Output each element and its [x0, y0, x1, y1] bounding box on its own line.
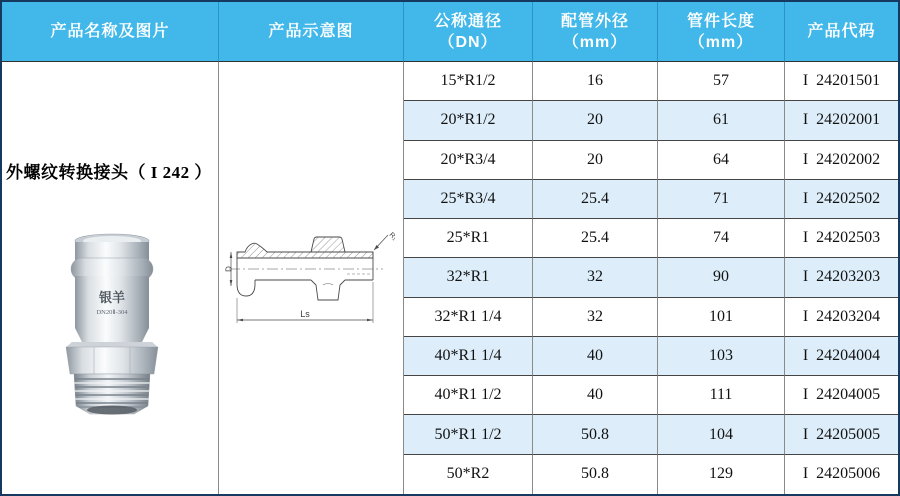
cell-dn: 50*R2	[404, 455, 533, 494]
cell-len: 71	[658, 180, 785, 219]
cell-len: 103	[658, 337, 785, 376]
cell-len: 90	[658, 258, 785, 297]
product-cell	[2, 62, 219, 494]
cell-od: 32	[533, 298, 658, 337]
cell-code: I 24203203	[785, 258, 898, 297]
product-photo	[60, 228, 165, 416]
cell-len: 111	[658, 376, 785, 415]
drawing-hex-section	[311, 237, 345, 252]
cell-od: 50.8	[533, 415, 658, 454]
header-label-line2: （mm）	[688, 33, 754, 51]
cell-dn: 40*R1 1/4	[404, 337, 533, 376]
cell-od: 20	[533, 101, 658, 140]
drawing-top-wall	[237, 243, 373, 258]
cell-dn: 40*R1 1/2	[404, 376, 533, 415]
cell-len: 129	[658, 455, 785, 494]
diagram-cell	[219, 62, 404, 494]
cell-dn: 32*R1	[404, 258, 533, 297]
cell-len: 64	[658, 141, 785, 180]
cell-len: 61	[658, 101, 785, 140]
cell-code: I 24202502	[785, 180, 898, 219]
cell-code: I 24201501	[785, 62, 898, 101]
cell-len: 74	[658, 219, 785, 258]
cell-od: 25.4	[533, 180, 658, 219]
header-label-line1: 管件长度	[686, 12, 755, 30]
header-label: 产品示意图	[268, 23, 354, 40]
cell-dn: 20*R1/2	[404, 101, 533, 140]
cell-len: 101	[658, 298, 785, 337]
cell-code: I 24205006	[785, 455, 898, 494]
header-label-line1: 配管外径	[560, 12, 629, 30]
cell-od: 40	[533, 337, 658, 376]
dim-d-label: D	[225, 266, 234, 272]
cell-len: 104	[658, 415, 785, 454]
cell-code: I 24203204	[785, 298, 898, 337]
cell-od: 32	[533, 258, 658, 297]
cell-code: I 24204004	[785, 337, 898, 376]
cell-od: 20	[533, 141, 658, 180]
cell-dn: 50*R1 1/2	[404, 415, 533, 454]
technical-drawing	[225, 224, 401, 332]
cell-od: 40	[533, 376, 658, 415]
cell-od: 16	[533, 62, 658, 101]
header-label: 产品名称及图片	[50, 23, 170, 40]
header-label-line1: 公称通径	[433, 12, 502, 30]
cell-code: I 24202503	[785, 219, 898, 258]
cell-len: 57	[658, 62, 785, 101]
cell-dn: 15*R1/2	[404, 62, 533, 101]
dim-r1-label: R₁	[387, 231, 398, 242]
header-diagram-col	[219, 2, 404, 62]
cell-code: I 24202002	[785, 141, 898, 180]
cell-dn: 32*R1 1/4	[404, 298, 533, 337]
product-name: 外螺纹转换接头（ I 242 ）	[6, 163, 212, 182]
header-od-col	[533, 2, 658, 62]
cell-dn: 25*R1	[404, 219, 533, 258]
cell-code: I 24205005	[785, 415, 898, 454]
photo-brand-text: 银羊	[98, 290, 126, 305]
header-label: 产品代码	[807, 23, 876, 40]
cell-od: 25.4	[533, 219, 658, 258]
cell-code: I 24202001	[785, 101, 898, 140]
header-length-col	[658, 2, 785, 62]
cell-dn: 20*R3/4	[404, 141, 533, 180]
photo-spec-text: DN20Ⅱ-304	[96, 309, 128, 316]
header-dn-col	[404, 2, 533, 62]
cell-od: 50.8	[533, 455, 658, 494]
cell-dn: 25*R3/4	[404, 180, 533, 219]
header-product-name-col	[2, 2, 219, 62]
header-code-col	[785, 2, 898, 62]
cell-code: I 24204005	[785, 376, 898, 415]
dim-ls-label: Ls	[300, 309, 310, 319]
header-label-line2: （mm）	[562, 33, 628, 51]
header-label-line2: （DN）	[438, 33, 498, 51]
photo-bore-opening	[87, 406, 137, 415]
photo-hex-nut	[66, 342, 158, 347]
